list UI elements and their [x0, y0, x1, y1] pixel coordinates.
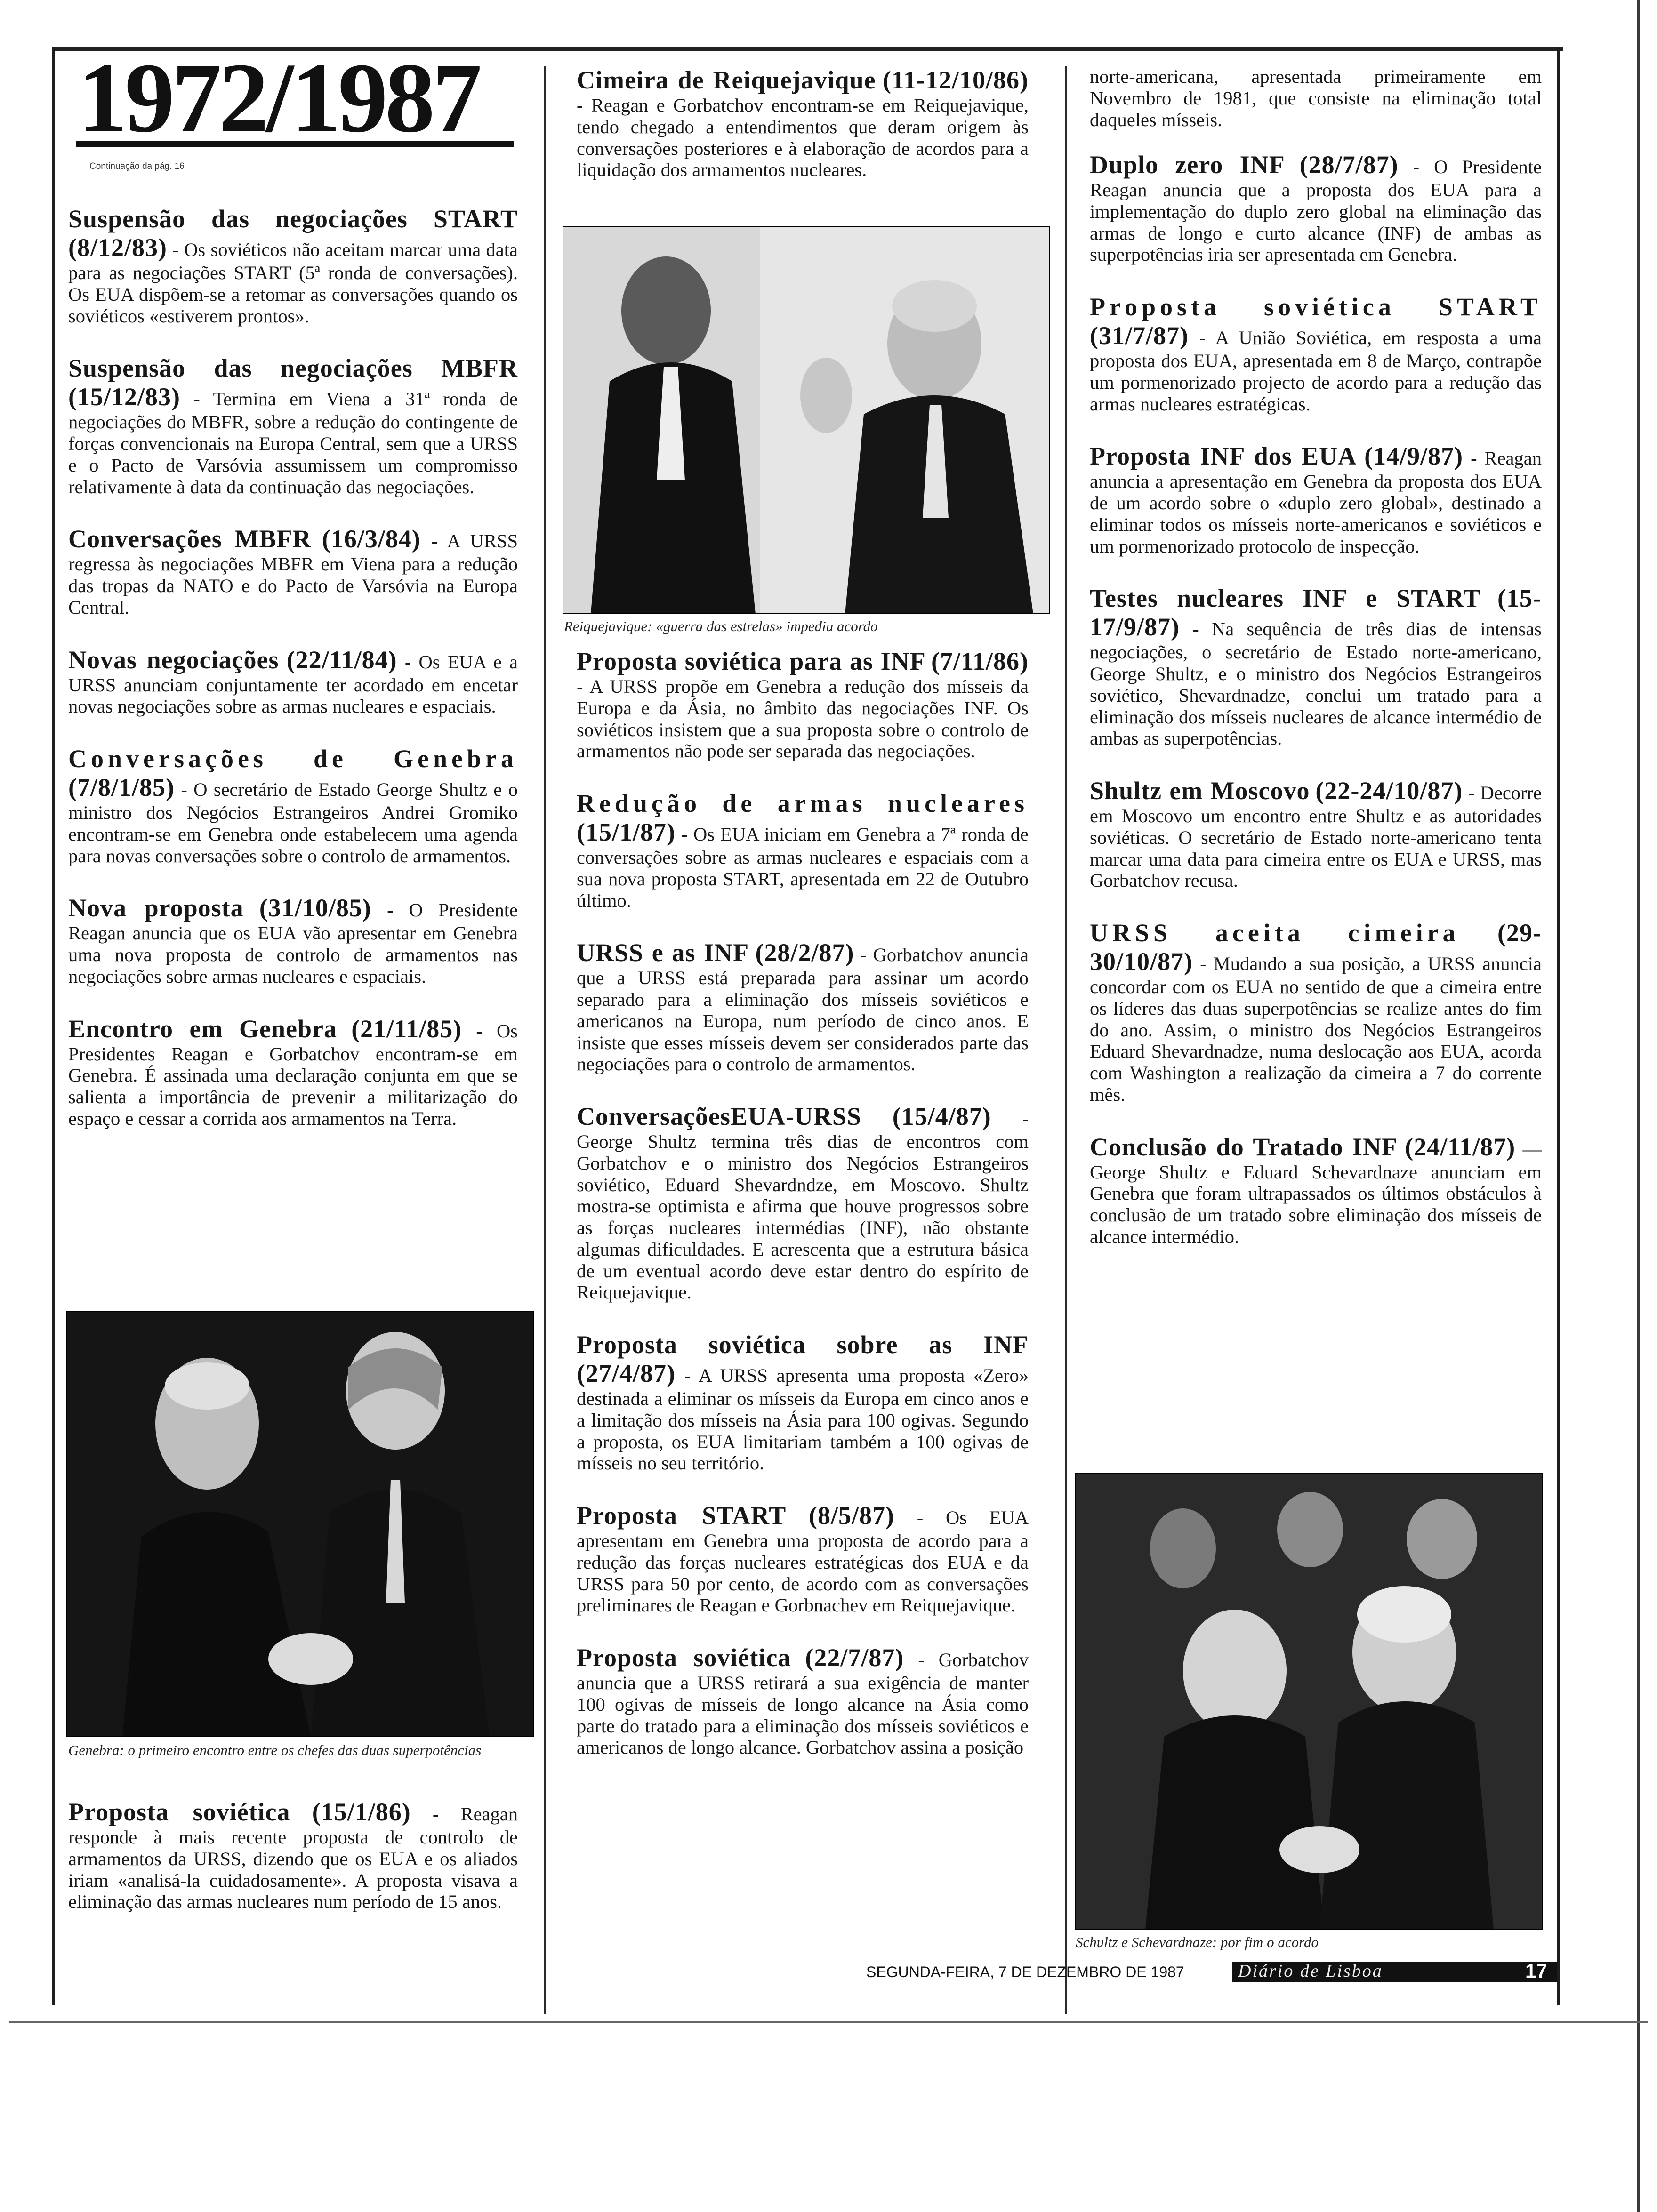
entry-date: (8/5/87) — [809, 1501, 895, 1530]
entry-text: - A URSS apresenta uma proposta «Zero» destinada a eliminar os mísseis da Europa em cinco anos e a limitação dos mísseis na Ásia para 100 ogivas. Segundo a proposta, os EUA limitariam também a 100 ogivas de mísseis no seu território. — [577, 1365, 1029, 1474]
schultz-photo — [1075, 1473, 1543, 1930]
entry-heading: Proposta INF dos EUA — [1090, 442, 1357, 471]
reykjavik-photo — [563, 226, 1050, 614]
entry-date: (21/11/85) — [351, 1014, 462, 1043]
title-underline — [76, 141, 514, 147]
entry-date: (29-30/10/87) — [1090, 919, 1542, 976]
entry-date: (24/11/87) — [1405, 1132, 1516, 1161]
entry-text: - Na sequência de três dias de intensas negociações, o secretário de Estado norte-americano, George Shultz, e o ministro dos Negócios Estrangeiros soviético, Shevardnadze, conclui um tratado para a eliminação dos mísseis nucleares de alcance intermédio de ambas as superpotências. — [1090, 618, 1542, 749]
entry-date: (15/1/86) — [312, 1798, 411, 1826]
entry-text: - Os soviéticos não aceitam marcar uma data para as negociações START (5ª ronda de conversações). Os EUA dispõem-se a retomar as conversações quando os soviéticos «estiverem prontos». — [68, 239, 518, 327]
column-1-bottom — [68, 1798, 518, 1940]
page-edge — [1637, 0, 1640, 2212]
entry-text: - Reagan e Gorbatchov encontram-se em Reiquejavique, tendo chegado a entendimentos que deram origem às conversações posteriores e à elaboração de acordos para a liquidação dos armamentos nucleares. — [577, 95, 1029, 181]
chronology-entry — [577, 938, 1029, 1075]
entry-heading: Proposta soviética para as INF — [577, 647, 926, 675]
entry-date: (15/12/83) — [68, 383, 180, 411]
chronology-entry — [1090, 584, 1542, 749]
column-2-top — [577, 66, 1029, 208]
chronology-entry — [68, 1015, 518, 1130]
entry-date: (31/7/87) — [1090, 321, 1189, 350]
entry-text: - Os Presidentes Reagan e Gorbatchov encontram-se em Genebra. É assinada uma declaração conjunta em que se salienta a importância de prevenir a militarização do espaço e cessar a corrida aos armamentos na Terra. — [68, 1020, 518, 1129]
chronology-entry — [68, 894, 518, 987]
column-3-continuation — [1090, 66, 1542, 158]
entry-heading: Testes nucleares INF e START — [1090, 584, 1481, 613]
page-bottom-edge — [9, 2021, 1648, 2023]
entry-text: - Mudando a sua posição, a URSS anuncia concordar com os EUA no sentido de que a cimeira entre os líderes das duas superpotências se realize antes do fim do ano. Assim, o ministro dos Negócios Estrangeiros Eduard Shevardnadze, numa deslocação aos EUA, acorda com Washington a realização da cimeira a 7 do corrente mês. — [1090, 953, 1542, 1105]
entry-heading: ConversaçõesEUA-URSS — [577, 1102, 861, 1131]
entry-date: (15-17/9/87) — [1090, 584, 1542, 641]
entry-date: (22/11/84) — [286, 645, 397, 674]
continuation-note: Continuação da pág. 16 — [89, 161, 185, 171]
top-rule — [52, 47, 1563, 51]
chronology-entry — [1090, 919, 1542, 1106]
chronology-entry — [577, 1102, 1029, 1303]
entry-date: (15/1/87) — [577, 818, 676, 847]
entry-heading: Proposta soviética START — [1090, 293, 1542, 321]
chronology-entry — [577, 1501, 1029, 1616]
entry-text: - O Presidente Reagan anuncia que os EUA vão apresentar em Genebra uma nova proposta de controlo de armamentos nas negociações sobre armas nucleares e espaciais. — [68, 899, 518, 987]
entry-date: (31/10/85) — [259, 894, 371, 922]
reykjavik-caption: Reiquejavique: «guerra das estrelas» impediu acordo — [564, 618, 878, 634]
entry-text: - Reagan anuncia a apresentação em Genebra da proposta dos EUA de um acordo sobre o «duplo zero global», destinado a eliminar todos os mísseis norte-americanos e soviéticos e um pormenorizado protocolo de inspecção. — [1090, 448, 1542, 557]
schultz-caption: Schultz e Schevardnaze: por fim o acordo — [1076, 1934, 1319, 1950]
entry-heading: URSS e as INF — [577, 938, 749, 967]
issue-date: SEGUNDA-FEIRA, 7 DE DEZEMBRO DE 1987 — [866, 1964, 1184, 1980]
entry-date: (28/2/87) — [755, 938, 854, 967]
column-2 — [577, 647, 1029, 1786]
entry-text: - Gorbatchov anuncia que a URSS está preparada para assinar um acordo separado para a eliminação dos mísseis soviéticos e americanos na Europa, num período de cinco anos. E insiste que esses mísseis devem ser considerados parte das negociações para o controlo de armamentos. — [577, 944, 1029, 1075]
entry-heading: Suspensão das negociações START — [68, 205, 518, 233]
entry-heading: Encontro em Genebra — [68, 1014, 338, 1043]
entry-heading: Conclusão do Tratado INF — [1090, 1132, 1398, 1161]
entry-text: - Decorre em Moscovo um encontro entre Shultz e as autoridades soviéticas. O secretário de Estado norte-americano tenta marcar uma data para cimeira entre os EUA e URSS, mas Gorbatchov recusa. — [1090, 782, 1542, 891]
entry-date: (27/4/87) — [577, 1359, 676, 1388]
entry-date: (22/7/87) — [805, 1643, 904, 1672]
entry-text: - Os EUA e a URSS anunciam conjuntamente ter acordado em encetar novas negociações sobre as armas nucleares e espaciais. — [68, 651, 518, 717]
entry-text: - O secretário de Estado George Shultz e o ministro dos Negócios Estrangeiros Andrei Gromiko encontram-se em Genebra onde estabelecem uma agenda para novas conversações sobre o controlo de armamentos. — [68, 779, 518, 866]
chronology-entry — [577, 647, 1029, 762]
chronology-entry — [1090, 1133, 1542, 1248]
page-title: 1972/1987 — [78, 56, 479, 139]
entry-text: - O Presidente Reagan anuncia que a proposta dos EUA para a implementação do duplo zero global na eliminação das armas de longo e curto alcance (INF) de ambas as superpotências iria ser apresentada em Genebra. — [1090, 156, 1542, 265]
entry-text: — George Shultz e Eduard Schevardnaze anunciam em Genebra que foram ultrapassados os últimos obstáculos à conclusão de um tratado sobre eliminação dos mísseis de alcance intermédio. — [1090, 1138, 1542, 1247]
chronology-entry — [68, 205, 518, 327]
entry-date: (11-12/10/86) — [883, 66, 1029, 94]
chronology-entry — [577, 66, 1029, 181]
entry-date: (7/8/1/85) — [68, 773, 175, 802]
entry-text: - Reagan responde à mais recente proposta de controlo de armamentos da URSS, dizendo que os EUA e os aliados iriam «analisá-la cuidadosamente». A proposta visava a eliminação das armas nucleares num período de 15 anos. — [68, 1803, 518, 1913]
entry-heading: Proposta START — [577, 1501, 787, 1530]
entry-date: (8/12/83) — [68, 233, 167, 262]
entry-heading: Conversações MBFR — [68, 525, 312, 553]
entry-heading: Redução de armas nucleares — [577, 789, 1029, 818]
left-rule — [52, 47, 55, 2005]
chronology-entry — [68, 745, 518, 866]
entry-date: (14/9/87) — [1364, 442, 1464, 471]
chronology-entry — [577, 1643, 1029, 1758]
chronology-entry — [1090, 151, 1542, 265]
chronology-entry — [68, 354, 518, 497]
entry-text: - A União Soviética, em resposta a uma proposta dos EUA, apresentada em 8 de Março, contrapõe um pormenorizado projecto de acordo para a redução das armas nucleares estratégicas. — [1090, 327, 1542, 415]
chronology-entry — [1090, 293, 1542, 415]
chronology-entry — [1090, 442, 1542, 557]
entry-heading: Shultz em Moscovo — [1090, 777, 1310, 805]
entry-heading: Proposta soviética — [577, 1643, 791, 1672]
column-3 — [1090, 151, 1542, 1275]
chronology-entry — [68, 1798, 518, 1913]
entry-heading: Nova proposta — [68, 894, 244, 922]
column-1 — [68, 205, 518, 1157]
geneva-caption: Genebra: o primeiro encontro entre os chefes das duas superpotências — [68, 1742, 482, 1758]
entry-date: (22-24/10/87) — [1315, 777, 1463, 805]
continuation-text: norte-americana, apresentada primeiramente em Novembro de 1981, que consiste na eliminação total daqueles mísseis. — [1090, 66, 1542, 130]
entry-heading: Novas negociações — [68, 645, 279, 674]
entry-date: (7/11/86) — [931, 647, 1029, 675]
chronology-entry — [68, 646, 518, 718]
chronology-entry — [1090, 777, 1542, 891]
column-separator-1 — [544, 66, 546, 2014]
page-number: 17 — [1525, 1960, 1547, 1982]
column-separator-2 — [1065, 66, 1067, 2014]
chronology-entry — [68, 525, 518, 618]
entry-heading: URSS aceita cimeira — [1090, 919, 1460, 947]
entry-text: - A URSS propõe em Genebra a redução dos mísseis da Europa e da Ásia, no âmbito das negociações INF. Os soviéticos insistem que a sua proposta sobre o controlo de armamentos não pode ser separada das negociações. — [577, 676, 1029, 762]
entry-heading: Proposta soviética — [68, 1798, 290, 1826]
chronology-entry — [577, 789, 1029, 911]
geneva-photo — [66, 1311, 534, 1737]
right-rule — [1557, 47, 1560, 2005]
entry-heading: Proposta soviética sobre as INF — [577, 1330, 1029, 1359]
entry-heading: Suspensão das negociações MBFR — [68, 354, 518, 383]
entry-text: - A URSS regressa às negociações MBFR em Viena para a redução das tropas da NATO e do Pacto de Varsóvia na Europa Central. — [68, 530, 518, 618]
entry-text: - Os EUA apresentam em Genebra uma proposta de acordo para a redução das forças nucleares estratégicas dos EUA e da URSS para 50 por cento, de acordo com as conversações preliminares de Reagan e Gorbnachev em Reiquejavique. — [577, 1507, 1029, 1616]
chronology-entry — [577, 1330, 1029, 1474]
entry-text: - Gorbatchov anuncia que a URSS retirará a sua exigência de manter 100 ogivas de mísseis de longo alcance na Ásia como parte do tratado para a eliminação dos mísseis soviéticos e americanos de longo alcance. Gorbatchov assina a posição — [577, 1649, 1029, 1758]
entry-text: - George Shultz termina três dias de encontros com Gorbatchov e o ministro dos Negócios Estrangeiros soviético, Eduard Shevardndze, em Moscovo. Shultz mostra-se optimista e afirma que houve progressos sobre as forças nucleares intermédias (INF), não obstante algumas dificuldades. E acrescenta que a estrutura básica de um eventual acordo deve estar dentro do espírito de Reiquejavique. — [577, 1108, 1029, 1303]
entry-heading: Cimeira de Reiquejavique — [577, 66, 876, 94]
entry-date: (16/3/84) — [322, 525, 421, 553]
entry-heading: Conversações de Genebra — [68, 745, 518, 773]
entry-date: (15/4/87) — [892, 1102, 991, 1131]
entry-text: - Os EUA iniciam em Genebra a 7ª ronda de conversações sobre as armas nucleares e espaciais com a sua nova proposta START, apresentada em 22 de Outubro último. — [577, 824, 1029, 911]
newspaper-name: Diário de Lisboa — [1238, 1961, 1383, 1981]
entry-text: - Termina em Viena a 31ª ronda de negociações do MBFR, sobre a redução do contingente de forças convencionais na Europa Central, sem que a URSS e o Pacto de Varsóvia assumissem um compromisso relativamente à data da continuação das negociações. — [68, 388, 518, 497]
entry-heading: Duplo zero INF — [1090, 151, 1285, 179]
entry-date: (28/7/87) — [1299, 151, 1399, 179]
